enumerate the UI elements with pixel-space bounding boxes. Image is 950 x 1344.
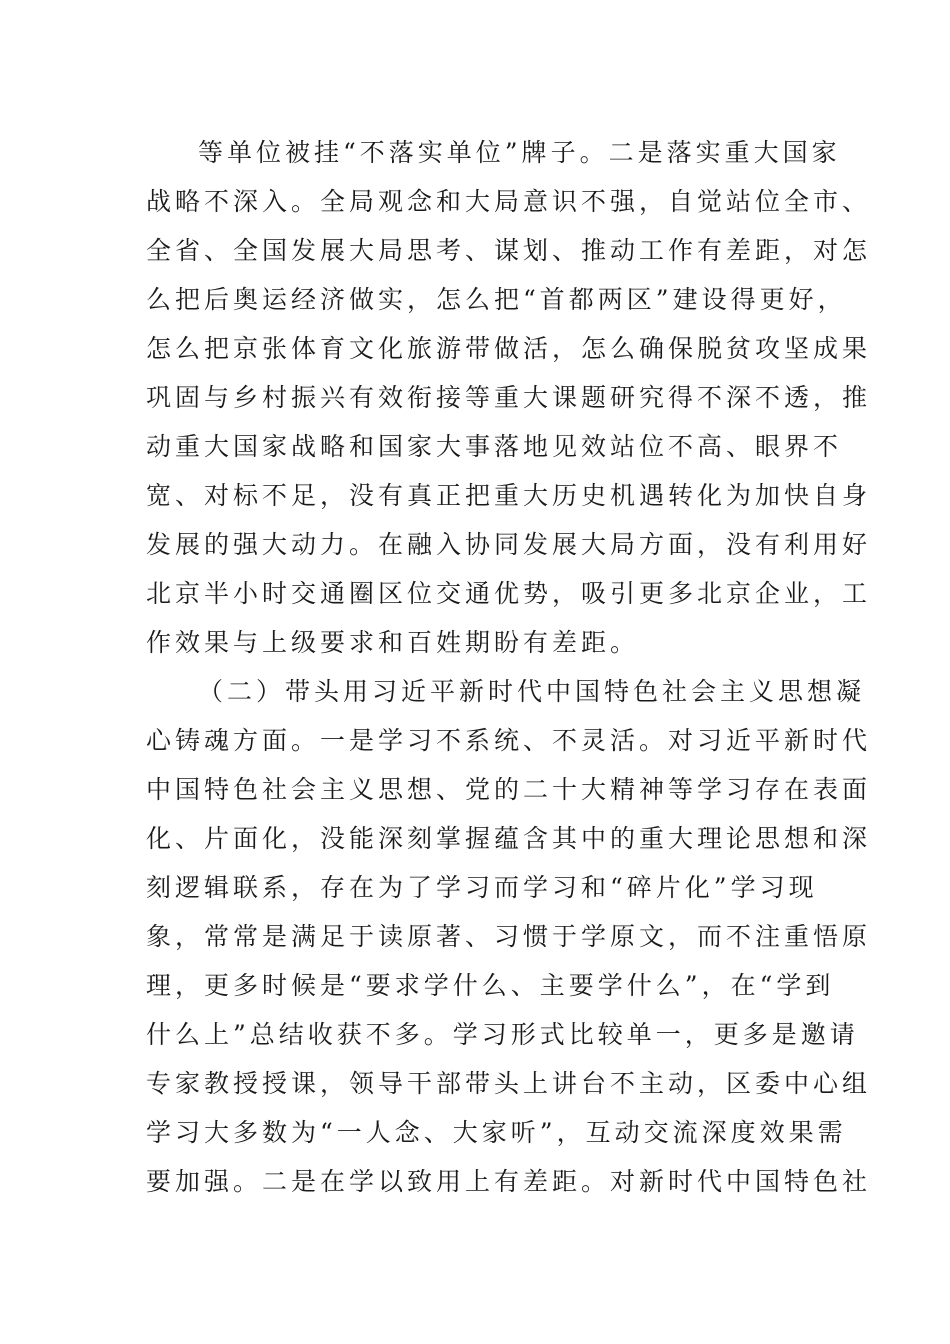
paragraph-line: 化、片面化，没能深刻掌握蕴含其中的重大理论思想和深 bbox=[146, 824, 872, 853]
section-heading-line: （二）带头用习近平新时代中国特色社会主义思想凝 bbox=[198, 677, 866, 706]
paragraph-line: 战略不深入。全局观念和大局意识不强，自觉站位全市、 bbox=[146, 187, 872, 216]
paragraph-line: 要加强。二是在学以致用上有差距。对新时代中国特色社 bbox=[146, 1167, 872, 1196]
paragraph-line: 等单位被挂“不落实单位”牌子。二是落实重大国家 bbox=[198, 138, 841, 167]
paragraph-line: 专家教授授课，领导干部带头上讲台不主动，区委中心组 bbox=[146, 1069, 872, 1098]
paragraph-line: 理，更多时候是“要求学什么、主要学什么”，在“学到 bbox=[146, 971, 835, 1000]
paragraph-line: 么把后奥运经济做实，怎么把“首都两区”建设得更好， bbox=[146, 285, 847, 314]
paragraph-line: 中国特色社会主义思想、党的二十大精神等学习存在表面 bbox=[146, 775, 872, 804]
paragraph-line: 发展的强大动力。在融入协同发展大局方面，没有利用好 bbox=[146, 530, 872, 559]
paragraph-line: 宽、对标不足，没有真正把重大历史机遇转化为加快自身 bbox=[146, 481, 872, 510]
paragraph-line: 怎么把京张体育文化旅游带做活，怎么确保脱贫攻坚成果 bbox=[146, 334, 872, 363]
paragraph-line: 象，常常是满足于读原著、习惯于学原文，而不注重悟原 bbox=[146, 922, 872, 951]
paragraph-line: 全省、全国发展大局思考、谋划、推动工作有差距，对怎 bbox=[146, 236, 872, 265]
paragraph-line: 北京半小时交通圈区位交通优势，吸引更多北京企业，工 bbox=[146, 579, 872, 608]
document-body bbox=[146, 128, 872, 1206]
paragraph-line: 刻逻辑联系，存在为了学习而学习和“碎片化”学习现 bbox=[146, 873, 818, 902]
paragraph-line: 动重大国家战略和国家大事落地见效站位不高、眼界不 bbox=[146, 432, 843, 461]
paragraph-line: 心铸魂方面。一是学习不系统、不灵活。对习近平新时代 bbox=[146, 726, 872, 755]
paragraph-line: 什么上”总结收获不多。学习形式比较单一，更多是邀请 bbox=[146, 1020, 859, 1049]
paragraph-line: 学习大多数为“一人念、大家听”，互动交流深度效果需 bbox=[146, 1118, 847, 1147]
paragraph-line: 作效果与上级要求和百姓期盼有差距。 bbox=[146, 628, 640, 657]
paragraph-line: 巩固与乡村振兴有效衔接等重大课题研究得不深不透，推 bbox=[146, 383, 872, 412]
